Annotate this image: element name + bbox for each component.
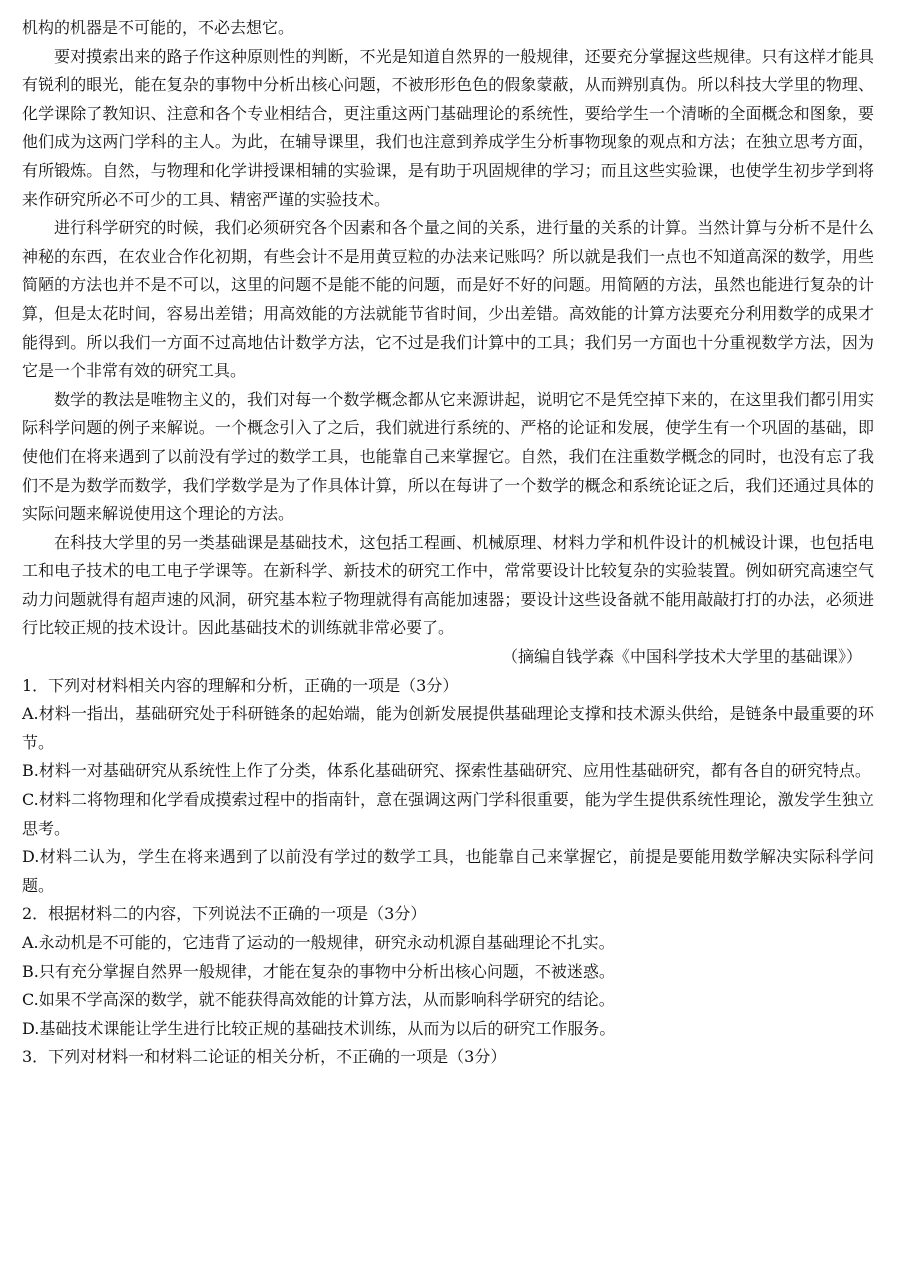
question-option: C.如果不学高深的数学，就不能获得高效能的计算方法，从而影响科学研究的结论。 (22, 990, 615, 1010)
question-stem: 2．根据材料二的内容，下列说法不正确的一项是（3分） (22, 904, 427, 924)
question-option: B.材料一对基础研究从系统性上作了分类，体系化基础研究、探索性基础研究、应用性基础研究，都有各自的研究特点。 (22, 761, 871, 781)
question-option: A.材料一指出，基础研究处于科研链条的起始端，能为创新发展提供基础理论支撑和技术源头供给，是链条中最重要的环节。 (22, 704, 874, 752)
question-option: C.材料二将物理和化学看成摸索过程中的指南针，意在强调这两门学科很重要，能为学生提供系统性理论，激发学生独立思考。 (22, 790, 874, 838)
question-option: A.永动机是不可能的，它违背了运动的一般规律，研究永动机源自基础理论不扎实。 (22, 933, 615, 952)
question-stem: 1．下列对材料相关内容的理解和分析，正确的一项是（3分） (22, 675, 459, 695)
question-option: B.只有充分掌握自然界一般规律，才能在复杂的事物中分析出核心问题，不被迷惑。 (22, 961, 615, 981)
passage-paragraph: 机构的机器是不可能的，不必去想它。 (22, 18, 295, 37)
question-option: D.基础技术课能让学生进行比较正规的基础技术训练，从而为以后的研究工作服务。 (22, 1018, 616, 1038)
passage-paragraph: 在科技大学里的另一类基础课是基础技术，这包括工程画、机械原理、材料力学和机件设计的机械设计课，也包括电工和电子技术的电工电子学课等。在新科学、新技术的研究工作中，常常要设计比较复杂的实验装置。例如研究高速空气动力问题就得有超声速的风洞，研究基本粒子物理就得有高能加速器；要设计这些设备就不能用敲敲打打的办法，必须进行比较正规的技术设计。因此基础技术的训练就非常必要了。 (22, 532, 874, 638)
question-stem: 3．下列对材料一和材料二论证的相关分析，不正确的一项是（3分） (22, 1047, 507, 1067)
passage-paragraph: 要对摸索出来的路子作这种原则性的判断，不光是知道自然界的一般规律，还要充分掌握这些规律。只有这样才能具有锐利的眼光，能在复杂的事物中分析出核心问题，不被形形色色的假象蒙蔽，从而辨别真伪。所以科技大学里的物理、化学课除了教知识、注意和各个专业相结合，更注重这两门基础理论的系统性，要给学生一个清晰的全面概念和图象，要他们成为这两门学科的主人。为此，在辅导课里，我们也注意到养成学生分析事物现象的观点和方法；在独立思考方面，有所锻炼。自然，与物理和化学讲授课相辅的实验课，是有助于巩固规律的学习；而且这些实验课，也使学生初步学到将来作研究所必不可少的工具、精密严谨的实验技术。 (22, 46, 874, 209)
passage-paragraph: 进行科学研究的时候，我们必须研究各个因素和各个量之间的关系，进行量的关系的计算。当然计算与分析不是什么神秘的东西，在农业合作化初期，有些会计不是用黄豆粒的办法来记账吗？所以就是我们一点也不知道高深的数学，用些简陋的方法也并不是不可以，这里的问题不是能不能的问题，而是好不好的问题。用简陋的方法，虽然也能进行复杂的计算，但是太花时间，容易出差错；用高效能的方法就能节省时间，少出差错。高效能的计算方法要充分利用数学的成果才能得到。所以我们一方面不过高地估计数学方法，它不过是我们计算中的工具；我们另一方面也十分重视数学方法，因为它是一个非常有效的研究工具。 (22, 218, 874, 381)
passage-source: （摘编自钱学森《中国科学技术大学里的基础课》） (501, 647, 862, 667)
passage-paragraph: 数学的教法是唯物主义的，我们对每一个数学概念都从它来源讲起，说明它不是凭空掉下来的，在这里我们都引用实际科学问题的例子来解说。一个概念引入了之后，我们就进行系统的、严格的论证和发展，使学生有一个巩固的基础，即使他们在将来遇到了以前没有学过的数学工具，也能靠自己来掌握它。自然，我们在注重数学概念的同时，也没有忘了我们不是为数学而数学，我们学数学是为了作具体计算，所以在每讲了一个数学的概念和系统论证之后，我们还通过具体的实际问题来解说使用这个理论的方法。 (22, 389, 874, 524)
question-option: D.材料二认为，学生在将来遇到了以前没有学过的数学工具，也能靠自己来掌握它，前提是要能用数学解决实际科学问题。 (22, 847, 874, 895)
